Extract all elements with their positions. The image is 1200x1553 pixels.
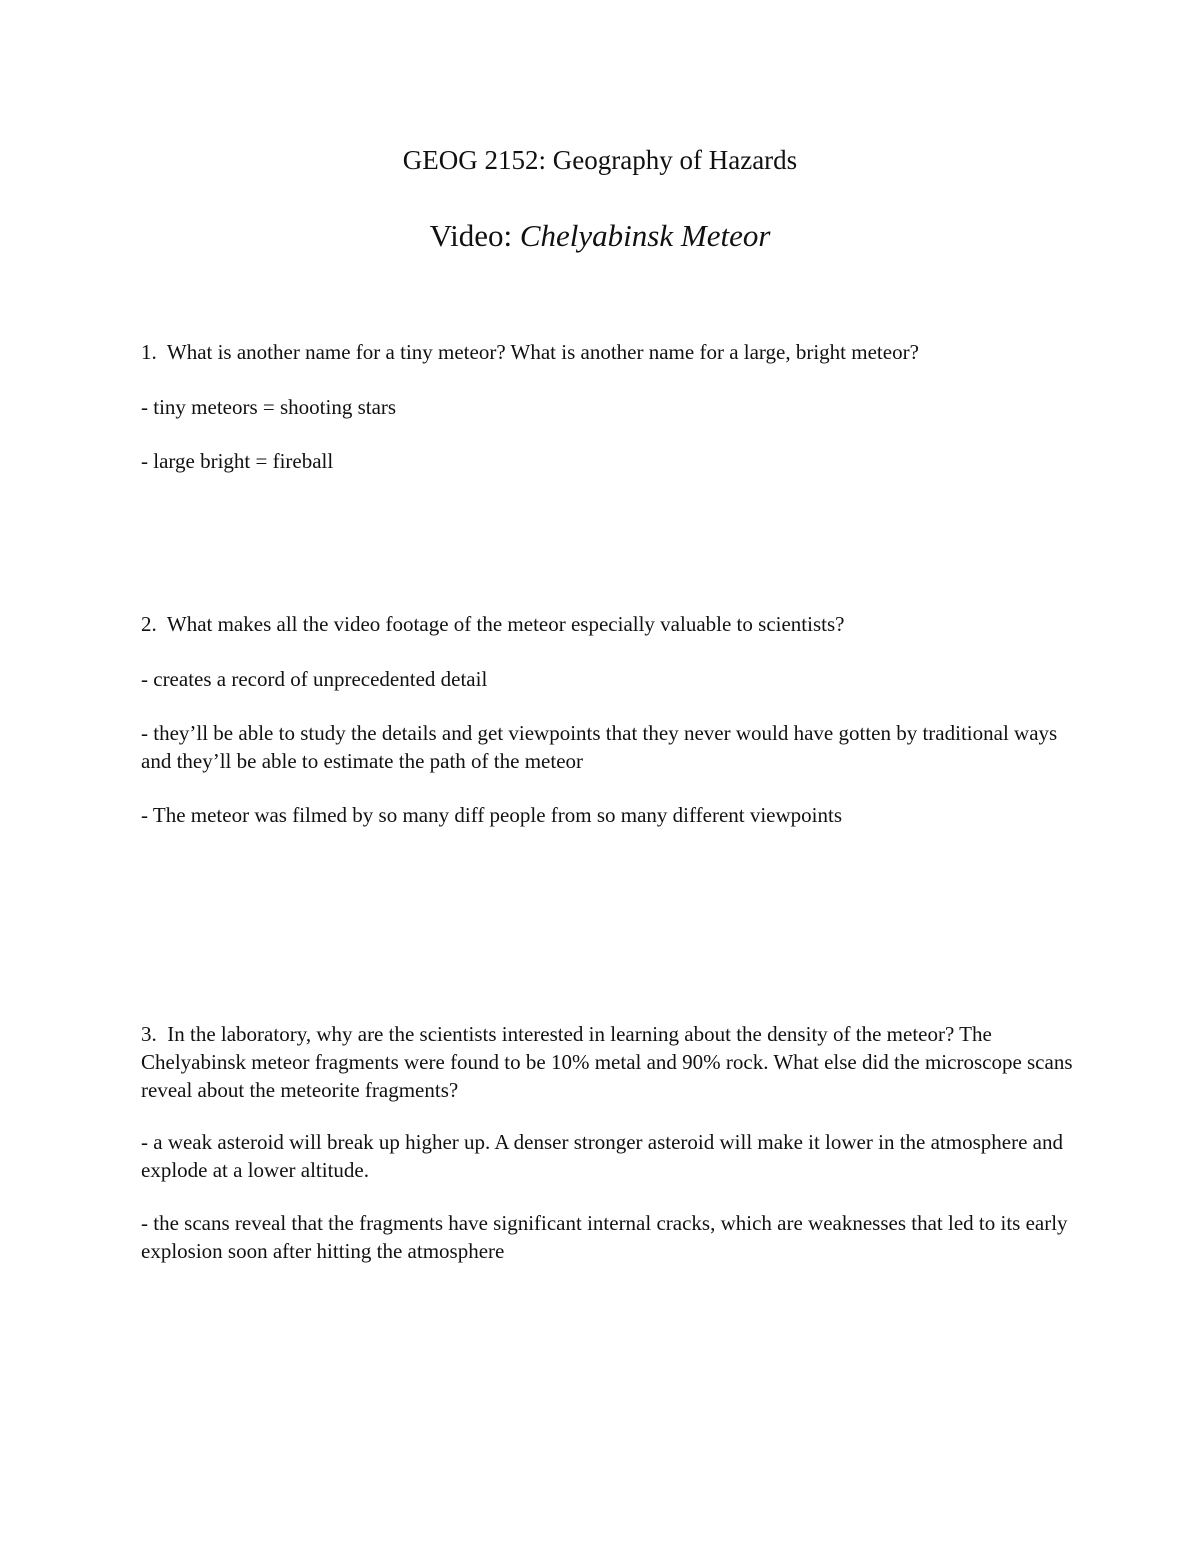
course-title: GEOG 2152: Geography of Hazards [402, 145, 798, 175]
question-3-answer-2: - the scans reveal that the fragments have significant internal cracks, which are weaknesses that led to its early explosion soon after hitting the atmosphere [141, 1211, 1068, 1263]
question-1 [141, 338, 1081, 366]
question-1-answer-2: - large bright = fireball [141, 449, 334, 473]
question-2-answer-3: - The meteor was filmed by so many diff people from so many different viewpoints [141, 803, 843, 827]
video-title [0, 216, 1200, 256]
question-3-text: In the laboratory, why are the scientists interested in learning about the density of the meteor? The Chelyabinsk meteor fragments were found to be 10% metal and 90% rock. What else did the microscope scans reveal about the meteorite fragments? [141, 1022, 1073, 1102]
question-1-answer-1: - tiny meteors = shooting stars [141, 395, 397, 419]
question-2-text: What makes all the video footage of the meteor especially valuable to scientists? [166, 612, 845, 636]
question-1-number: 1. [141, 340, 157, 364]
question-2 [141, 610, 1081, 638]
question-3-answer-1: - a weak asteroid will break up higher up. A denser stronger asteroid will make it lower in the atmosphere and explode at a lower altitude. [141, 1130, 1063, 1182]
video-title-prefix: Video: [429, 218, 520, 253]
question-2-number: 2. [141, 612, 157, 636]
question-1-text: What is another name for a tiny meteor? What is another name for a large, bright meteor? [166, 340, 919, 364]
question-2-answer-2: - they’ll be able to study the details and get viewpoints that they never would have gotten by traditional ways and they’ll be able to estimate the path of the meteor [141, 721, 1058, 773]
question-2-answer-1: - creates a record of unprecedented detail [141, 667, 488, 691]
question-3-number: 3. [141, 1022, 157, 1046]
video-title-name: Chelyabinsk Meteor [519, 218, 771, 253]
question-3 [141, 1020, 1081, 1104]
